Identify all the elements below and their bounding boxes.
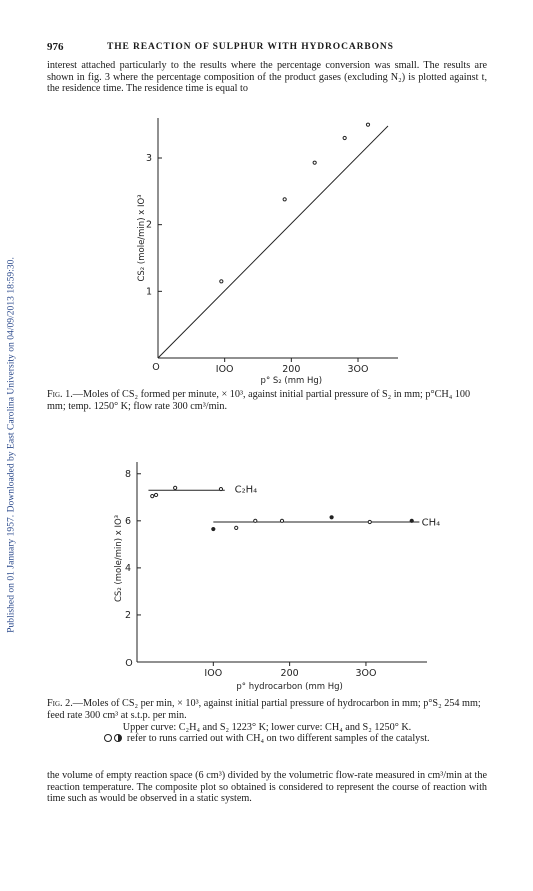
x-tick-label: IOO [204,668,223,679]
y-tick-label: 3 [145,153,152,164]
y-tick-label: 1 [145,286,152,298]
x-tick-label: 200 [280,668,299,679]
page-number: 976 [47,41,64,53]
figure-2-caption-note [47,733,487,745]
x-axis-label: p° hydrocarbon (mm Hg) [236,682,343,692]
data-point [219,487,222,490]
data-point [254,519,257,522]
figure-1 [130,110,420,385]
fit-line [158,126,388,358]
figure-2-caption-main [47,698,481,721]
data-point [235,526,238,529]
y-tick-label: 8 [124,468,131,480]
data-point [154,493,157,496]
x-axis-label: p° S₂ (mm Hg) [260,376,323,386]
publication-side-note [3,150,19,740]
x-tick-label: 200 [282,364,301,375]
figure-1-caption [47,389,487,413]
data-point [283,198,286,201]
data-point [313,161,316,164]
side-note-text: Published on 01 January 1957. Downloaded by East Carolina University on 04/09/2013 18:59:30. [5,257,17,633]
running-title: THE REACTION OF SULPHUR WITH HYDROCARBONS [107,42,394,52]
data-point [151,495,154,498]
data-point [220,280,223,283]
half-filled-circle-icon [114,734,122,742]
y-axis-label: CS₂ (mole/min) x IO³ [137,194,147,282]
figure-2-caption [47,698,487,745]
paragraph-top: interest attached particularly to the results where the percentage conversion was small. The results are shown in fig. 3 where the percentage composition of the product gases (excluding N₂) is plotted against t, the residence time. The residence time is equal to [47,60,487,95]
figure-2 [115,455,445,695]
figure-2-caption-curves: Upper curve: C₂H₄ and S₂ 1223° K; lower curve: CH₄ and S₂ 1250° K. [122,721,412,733]
y-tick-label: 2 [124,609,131,621]
figure-1-caption-lead: Fig. 1. [47,389,73,400]
x-tick-label: 3OO [355,668,377,679]
data-point [330,516,333,519]
figure-1-plot [130,110,420,385]
x-tick-label: IOO [215,364,234,375]
origin-label: O [125,658,133,669]
data-point [280,519,283,522]
y-tick-label: 2 [145,219,152,231]
figure-1-caption-text: —Moles of CS₂ formed per minute, × 10³, against initial partial pressure of S₂ in mm; p°CH₄ 100 mm; temp. 1250° K; flow rate 300 cm³/min. [47,389,471,412]
y-axis-label: CS₂ (mole/min) x IO³ [114,514,124,603]
y-tick-label: 6 [124,515,131,527]
origin-label: O [152,362,160,373]
figure-2-caption-note-text: refer to runs carried out with CH₄ on two different samples of the catalyst. [126,733,430,745]
series-label-upper: C₂H₄ [234,484,258,496]
open-circle-icon [104,734,112,742]
data-point [410,519,413,522]
page-header [47,41,487,55]
figure-2-caption-lead: Fig. 2. [47,698,73,709]
data-point [343,136,346,139]
figure-2-caption-text: —Moles of CS₂ per min, × 10³, against initial partial pressure of hydrocarbon in mm; p°S₂ 254 mm; feed rate 300 cm³ at s.t.p. per min. [47,698,481,721]
data-point [174,486,177,489]
x-tick-label: 3OO [347,364,369,375]
data-point [366,123,369,126]
paragraph-bottom: the volume of empty reaction space (6 cm³) divided by the volumetric flow-rate measured in cm³/min at the reaction temperature. The composite plot so obtained is considered to represent the course of reaction with time such as would be observed in a static system. [47,770,487,805]
series-label-lower: CH₄ [421,517,441,529]
data-point [212,527,215,530]
figure-2-plot [115,455,445,695]
data-point [368,520,371,523]
y-tick-label: 4 [124,562,131,574]
